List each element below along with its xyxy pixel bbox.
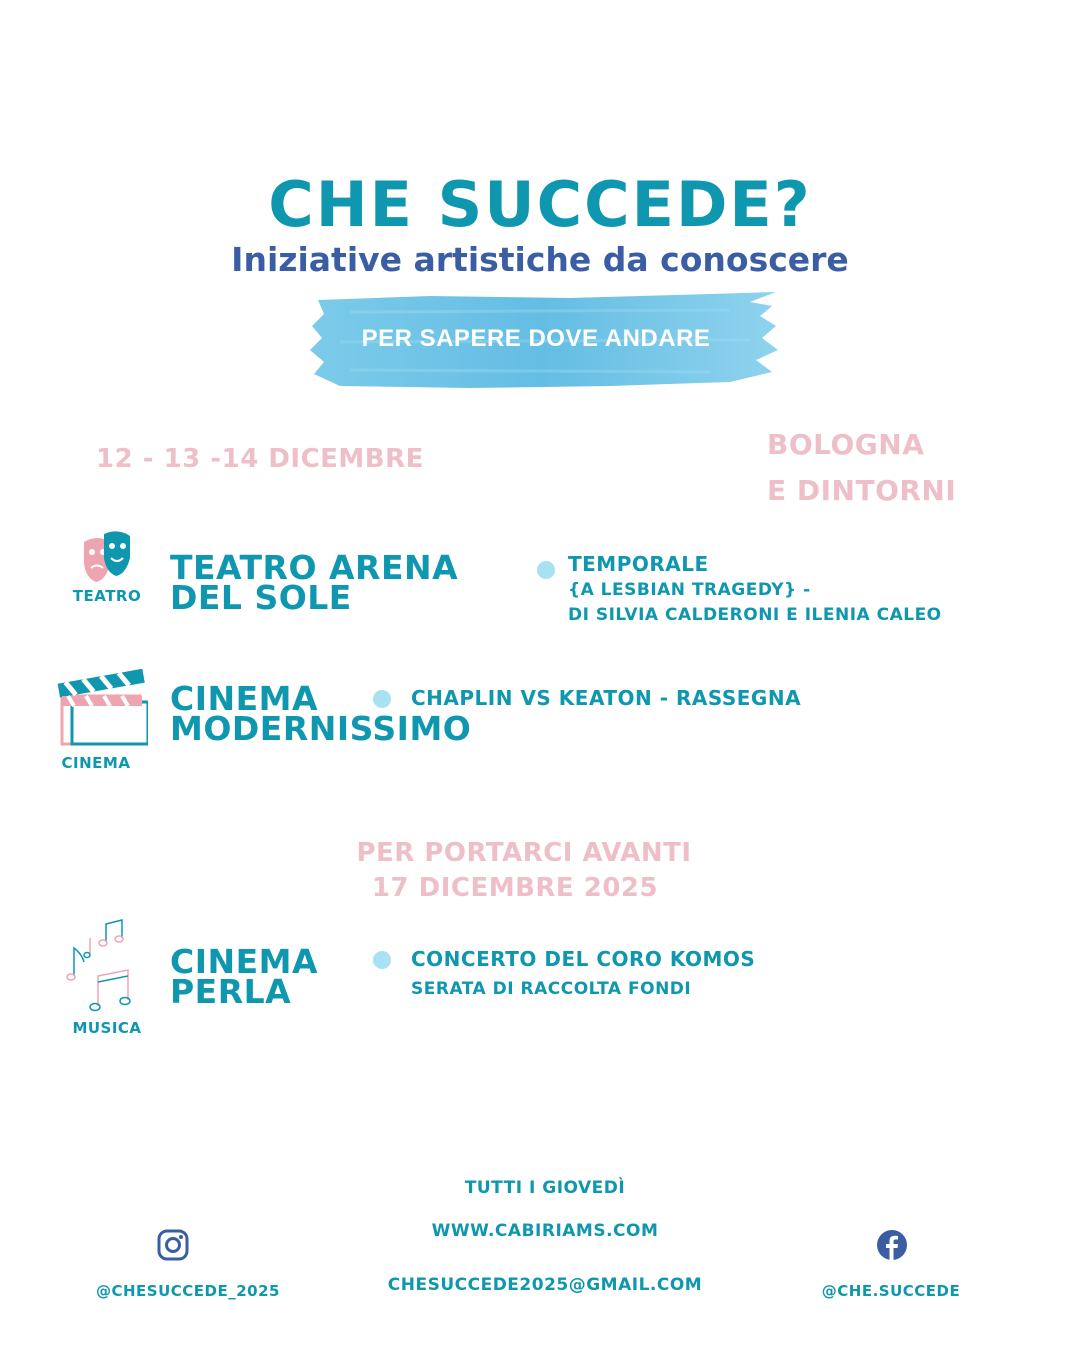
section-date: 17 DICEMBRE 2025 — [371, 873, 659, 903]
facebook-icon[interactable] — [876, 1229, 908, 1261]
category-label-teatro: TEATRO — [72, 587, 142, 605]
bullet-dot — [373, 951, 391, 969]
tagline: PER SAPERE DOVE ANDARE — [361, 325, 711, 352]
website-link[interactable]: WWW.CABIRIAMS.COM — [431, 1221, 659, 1241]
venue-line-2: PERLA — [170, 972, 292, 1011]
event-title: TEMPORALE — [568, 552, 709, 576]
page-subtitle: Iniziative artistiche da conoscere — [231, 240, 849, 279]
venue-name — [170, 548, 459, 617]
event-subtitle: SERATA DI RACCOLTA FONDI — [411, 979, 692, 999]
venue-name — [170, 942, 319, 1011]
section-heading: PER PORTARCI AVANTI — [356, 838, 692, 868]
instagram-handle[interactable]: @CHESUCCEDE_2025 — [95, 1282, 280, 1300]
location-line-1: BOLOGNA — [767, 428, 925, 461]
venue-line-1: TEATRO ARENA — [170, 548, 459, 587]
bullet-dot — [537, 561, 555, 579]
date-range: 12 - 13 -14 DICEMBRE — [96, 444, 424, 474]
schedule-text: TUTTI I GIOVEDÌ — [464, 1178, 626, 1198]
page-title: CHE SUCCEDE? — [268, 168, 812, 241]
category-label-cinema: CINEMA — [61, 754, 131, 772]
facebook-handle[interactable]: @CHE.SUCCEDE — [821, 1282, 961, 1300]
bullet-dot — [373, 690, 391, 708]
email-link[interactable]: CHESUCCEDE2025@GMAIL.COM — [387, 1275, 703, 1295]
event-subtitle: {A LESBIAN TRAGEDY} - — [568, 580, 811, 600]
location-line-2: E DINTORNI — [767, 474, 957, 507]
category-label-musica: MUSICA — [72, 1019, 142, 1037]
event-title: CONCERTO DEL CORO KOMOS — [411, 947, 756, 971]
event-title: CHAPLIN VS KEATON - RASSEGNA — [411, 686, 802, 710]
event-authors: DI SILVIA CALDERONI E ILENIA CALEO — [568, 605, 942, 625]
clapperboard-icon — [56, 662, 148, 746]
venue-line-1: CINEMA — [170, 942, 319, 981]
theater-masks-icon — [80, 530, 134, 586]
venue-line-2: MODERNISSIMO — [170, 709, 472, 748]
location — [767, 422, 956, 514]
venue-line-2: DEL SOLE — [170, 578, 352, 617]
venue-line-1: CINEMA — [170, 679, 319, 718]
music-notes-icon — [62, 914, 138, 1014]
instagram-icon[interactable] — [157, 1229, 189, 1261]
